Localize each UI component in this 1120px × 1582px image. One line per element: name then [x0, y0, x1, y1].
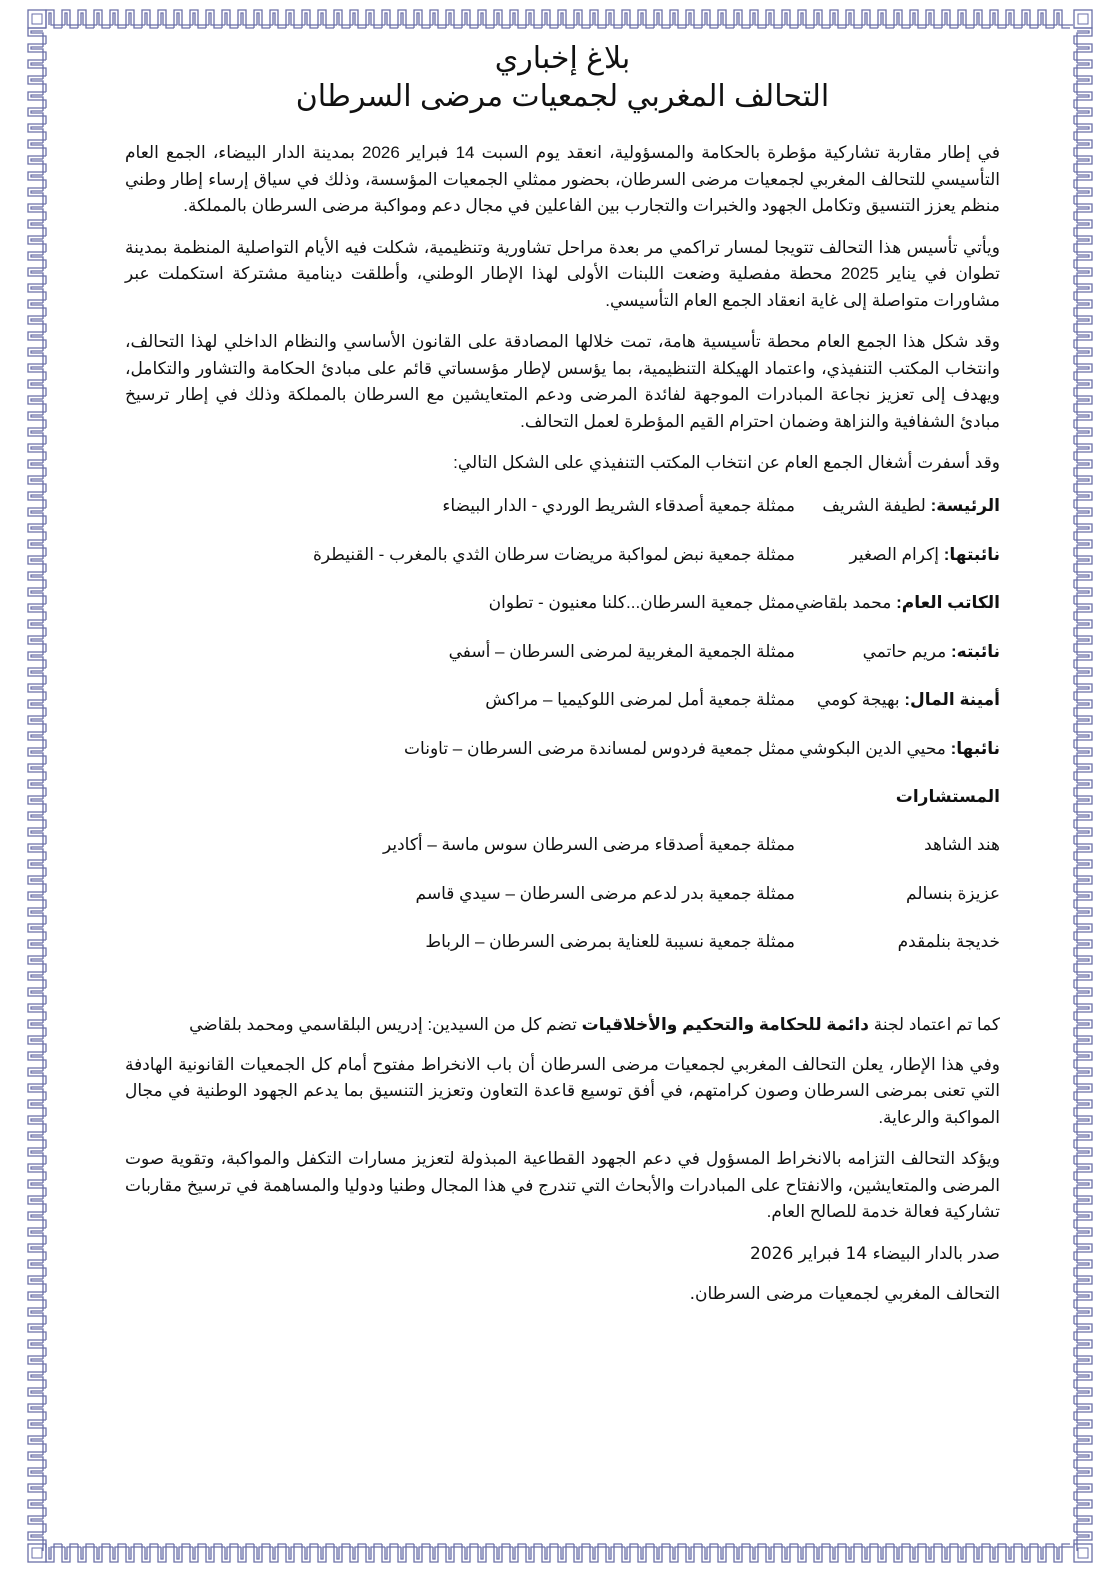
member-role: أمينة المال: — [904, 690, 1000, 709]
member-role: نائبها: — [950, 738, 1000, 758]
advisor-organization: ممثلة جمعية نسيبة للعناية بمرضى السرطان – الرباط — [425, 932, 795, 951]
member-organization: ممثلة جمعية نبض لمواكبة مريضات سرطان الثدي بالمغرب - القنيطرة — [312, 544, 795, 564]
paragraph-founding: في إطار مقاربة تشاركية مؤطرة بالحكامة والمسؤولية، انعقد يوم السبت 14 فبراير 2026 بمدينة الدار البيضاء، الجمع العام التأسيسي للتحالف المغربي لجمعيات مرضى السرطان، بحضور ممثلي الجمعيات المؤسسة، وذلك في سياق إرساء إطار وطني منظم يعزز التنسيق وتكامل الجهود والخبرات والتجارب بين الفاعلين في مجال دعم ومواكبة مرضى السرطان بالمملكة. — [125, 143, 1000, 215]
advisor-name: خديجة بنلمقدم — [897, 932, 1000, 951]
paragraph-membership: وفي هذا الإطار، يعلن التحالف المغربي لجمعيات مرضى السرطان أن باب الانخراط مفتوح أمام كل الجمعيات القانونية الهادفة التي تعنى بمرضى السرطان وصون كرامتهم، في أفق توسيع قاعدة التعاون وتعزيز التنسيق بما يدعم الجهود الوطنية في مجال المواكبة والرعاية. — [125, 1054, 1000, 1127]
member-organization: ممثل جمعية فردوس لمساندة مرضى السرطان – تاونات — [404, 738, 795, 758]
bureau-member — [125, 639, 1000, 665]
advisor-name: هند الشاهد — [924, 835, 1000, 854]
member-name: محمد بلقاضي — [795, 593, 892, 612]
paragraph-commitment: ويؤكد التحالف التزامه بالانخراط المسؤول في دعم الجهود القطاعية المبذولة لتعزيز مسارات التكفل والمواكبة، وتقوية صوت المرضى والمتعايشين، والانفتاح على المبادرات والأبحاث التي تندرج في هذا المجال وطنيا ودوليا والمساهمة في ترسيخ مقاربات تشاركية فعالة خدمة للصالح العام. — [125, 1149, 1000, 1221]
bureau-member — [125, 736, 1000, 762]
paragraph-general-assembly: وقد شكل هذا الجمع العام محطة تأسيسية هامة، تمت خلالها المصادقة على القانون الأساسي والنظام الداخلي لهذا التحالف، وانتخاب المكتب التنفيذي، واعتماد الهيكلة التنظيمية، بما يؤسس لإطار مؤسساتي قائم على مبادئ الحكامة والتشاور والتكامل، ويهدف إلى تعزيز نجاعة المبادرات الموجهة لفائدة المرضى ودعم المتعايشين مع السرطان بالمملكة وذلك في إطار ترسيخ مبادئ الشفافية والنزاهة وضمان احترام القيم المؤطرة لعمل التحالف. — [125, 332, 1000, 431]
signature: التحالف المغربي لجمعيات مرضى السرطان. — [689, 1283, 1000, 1304]
member-role: نائبته: — [951, 641, 1000, 661]
border-right-inner — [1077, 31, 1089, 1551]
border-corner-inner — [32, 14, 42, 24]
member-name: لطيفة الشريف — [822, 496, 926, 515]
member-organization: ممثلة الجمعية المغربية لمرضى السرطان – أسفي — [448, 641, 795, 661]
bureau-list — [125, 493, 1000, 762]
member-organization: ممثل جمعية السرطان...كلنا معنيون - تطوان — [488, 593, 795, 612]
committee-name: دائمة للحكامة والتحكيم والأخلاقيات — [581, 1014, 869, 1034]
member-name: بهيجة كومي — [816, 690, 900, 709]
advisor — [125, 929, 1000, 955]
issue-place-date: صدر بالدار البيضاء 14 فبراير 2026 — [750, 1243, 1000, 1264]
committee-text-start: كما تم اعتماد لجنة — [868, 1014, 1000, 1034]
member-name: محيي الدين البكوشي — [798, 738, 946, 758]
member-organization: ممثلة جمعية أمل لمرضى اللوكيميا – مراكش — [485, 690, 795, 709]
member-role: الكاتب العام: — [896, 593, 1000, 612]
advisor-organization: ممثلة جمعية بدر لدعم مرضى السرطان – سيدي قاسم — [415, 883, 795, 903]
press-release — [125, 40, 1000, 1321]
border-corner — [28, 10, 46, 28]
bureau-member — [125, 687, 1000, 713]
bureau-intro: وقد أسفرت أشغال الجمع العام عن انتخاب المكتب التنفيذي على الشكل التالي: — [453, 453, 1000, 472]
committee-members: تضم كل من السيدين: إدريس البلقاسمي ومحمد بلقاضي — [189, 1014, 582, 1034]
border-corner-inner — [1078, 1548, 1088, 1558]
border-corner-inner — [1078, 14, 1088, 24]
border-left-inner — [31, 31, 43, 1551]
advisors-list — [125, 832, 1000, 955]
member-name: مريم حاتمي — [862, 641, 947, 661]
border-bottom-inner — [49, 1547, 1073, 1559]
member-organization: ممثلة جمعية أصدقاء الشريط الوردي - الدار البيضاء — [442, 496, 795, 515]
document-title: بلاغ إخباري — [494, 42, 631, 75]
advisor-organization: ممثلة جمعية أصدقاء مرضى السرطان سوس ماسة – أكادير — [382, 835, 795, 854]
member-role: الرئيسة: — [930, 496, 1000, 515]
member-name: إكرام الصغير — [849, 544, 939, 564]
paragraph-background: ويأتي تأسيس هذا التحالف تتويجا لمسار تراكمي مر بعدة مراحل تشاورية وتنظيمية، شكلت فيه الأيام التواصلية المنظمة بمدينة تطوان في يناير 2025 محطة مفصلية وضعت اللبنات الأولى لهذا الإطار الوطني، وأطلقت دينامية مشتركة استكملت عبر مشاورات متواصلة إلى غاية انعقاد الجمع العام التأسيسي. — [125, 237, 1000, 310]
bureau-member — [125, 542, 1000, 568]
border-top-inner — [49, 13, 1073, 25]
bureau-member — [125, 493, 1000, 519]
border-corner-inner — [32, 1548, 42, 1558]
member-role: نائبتها: — [943, 544, 1000, 564]
advisor — [125, 832, 1000, 858]
border-corner — [1074, 10, 1092, 28]
advisor-name: عزيزة بنسالم — [906, 883, 1000, 903]
bureau-member — [125, 590, 1000, 616]
document-subtitle: التحالف المغربي لجمعيات مرضى السرطان — [295, 80, 830, 113]
advisors-heading: المستشارات — [895, 787, 1000, 806]
advisor — [125, 881, 1000, 907]
committee-statement — [125, 1012, 1000, 1038]
